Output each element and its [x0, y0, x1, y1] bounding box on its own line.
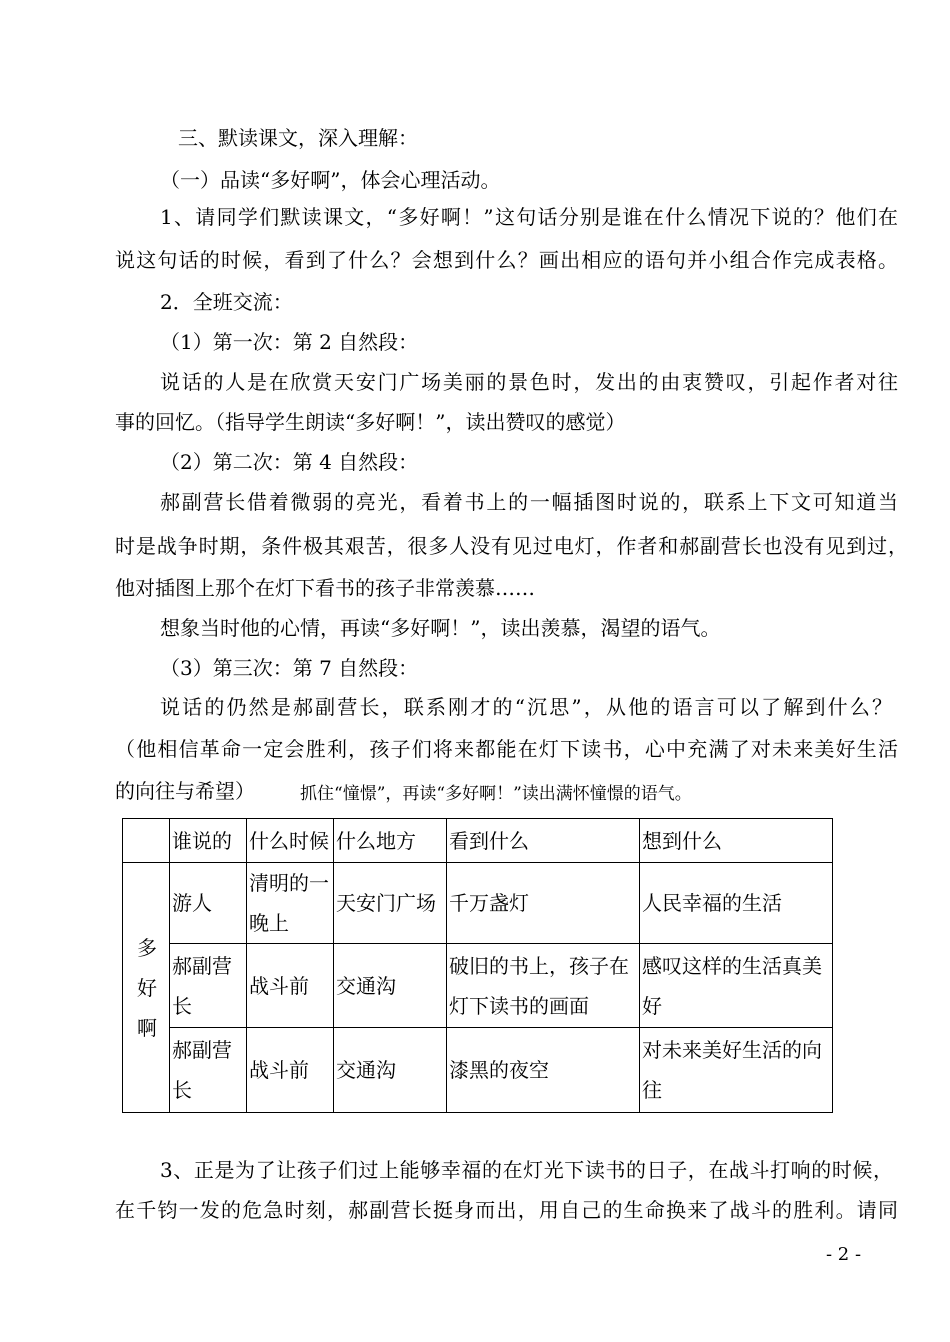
table-row	[123, 1028, 833, 1113]
part-heading: （一）品读“多好啊”，体会心理活动。	[160, 168, 501, 192]
table-cell-saw: 破旧的书上，孩子在灯下读书的画面	[447, 944, 640, 1028]
paragraph-line: 说话的人是在欣赏天安门广场美丽的景色时，发出的由衷赞叹，引起作者对往	[160, 370, 898, 394]
paragraph-line: 1、请同学们默读课文，“多好啊！”这句话分别是谁在什么情况下说的？他们在	[160, 205, 898, 229]
sub-heading: （2）第二次：第 4 自然段：	[160, 450, 419, 474]
table-cell-where: 交通沟	[334, 1028, 447, 1113]
paragraph-line: 他对插图上那个在灯下看书的孩子非常羡慕……	[115, 576, 535, 600]
list-item: 2．全班交流：	[160, 290, 293, 314]
table-header-cell: 什么地方	[334, 819, 447, 863]
table-cell-where: 天安门广场	[334, 863, 447, 944]
row-label-cell: 多好啊	[123, 863, 170, 1113]
paragraph-line: 说这句话的时候，看到了什么？会想到什么？画出相应的语句并小组合作完成表格。	[115, 248, 898, 272]
paragraph-line: 3、正是为了让孩子们过上能够幸福的在灯光下读书的日子，在战斗打响的时候，	[160, 1158, 893, 1182]
page-number: - 2 -	[826, 1244, 862, 1265]
paragraph-line: 郝副营长借着微弱的亮光，看着书上的一幅插图时说的，联系上下文可知道当	[160, 490, 898, 514]
paragraph-line: 在千钧一发的危急时刻，郝副营长挺身而出，用自己的生命换来了战斗的胜利。请同	[115, 1198, 898, 1222]
table-header-cell: 看到什么	[447, 819, 640, 863]
table-header-cell: 想到什么	[640, 819, 833, 863]
table-header-cell: 什么时候	[247, 819, 334, 863]
table-cell-who: 郝副营长	[170, 1028, 247, 1113]
table-cell-when: 战斗前	[247, 944, 334, 1028]
table-cell-when: 清明的一晚上	[247, 863, 334, 944]
table-row	[123, 863, 833, 944]
table-cell-saw: 千万盏灯	[447, 863, 640, 944]
table-cell-who: 郝副营长	[170, 944, 247, 1028]
table-cell-thought: 感叹这样的生活真美好	[640, 944, 833, 1028]
sub-heading: （3）第三次：第 7 自然段：	[160, 656, 419, 680]
paragraph-line: 的向往与希望）	[115, 779, 255, 803]
paragraph-note: 抓住“憧憬”，再读“多好啊！”读出满怀憧憬的语气。	[300, 784, 692, 804]
table-cell-thought: 人民幸福的生活	[640, 863, 833, 944]
summary-table	[122, 818, 833, 1113]
table-cell-when: 战斗前	[247, 1028, 334, 1113]
table-header-cell: 谁说的	[170, 819, 247, 863]
table-cell-who: 游人	[170, 863, 247, 944]
table-row	[123, 944, 833, 1028]
paragraph-line: （他相信革命一定会胜利，孩子们将来都能在灯下读书，心中充满了对未来美好生活	[115, 737, 898, 761]
paragraph-line: 时是战争时期，条件极其艰苦，很多人没有见过电灯，作者和郝副营长也没有见到过，	[115, 534, 908, 558]
table-cell-where: 交通沟	[334, 944, 447, 1028]
table-header-row	[123, 819, 833, 863]
table-cell-saw: 漆黑的夜空	[447, 1028, 640, 1113]
paragraph-line: 想象当时他的心情，再读“多好啊！”，读出羡慕，渴望的语气。	[160, 616, 721, 640]
paragraph-line: 事的回忆。（指导学生朗读“多好啊！”，读出赞叹的感觉）	[115, 410, 626, 434]
sub-heading: （1）第一次：第 2 自然段：	[160, 330, 419, 354]
section-heading: 三、默读课文，深入理解：	[178, 126, 418, 150]
table-cell-thought: 对未来美好生活的向往	[640, 1028, 833, 1113]
table-corner-cell	[123, 819, 170, 863]
paragraph-line: 说话的仍然是郝副营长，联系刚才的“沉思”，从他的语言可以了解到什么？	[160, 695, 892, 719]
